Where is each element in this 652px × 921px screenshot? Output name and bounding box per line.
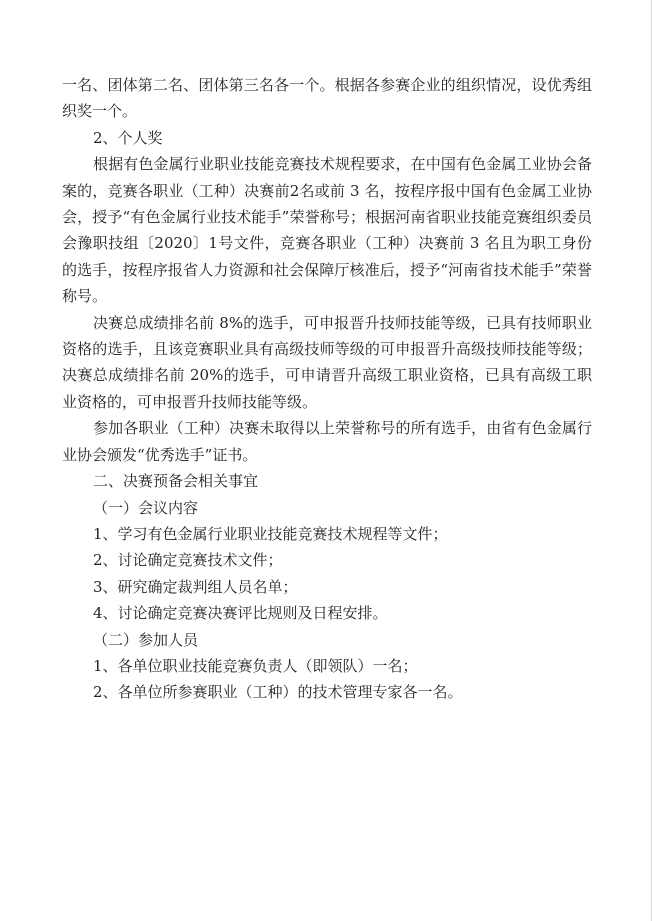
heading-preparatory-meeting: 二、决赛预备会相关事宜 xyxy=(93,472,259,491)
document-body xyxy=(62,72,592,706)
paragraph-skill-promotion: 决赛总成绩排名前 8%的选手，可申报晋升技师技能等级，已具有技师职业资格的选手，且该竞赛职业具有高级技师等级的可申报晋升高级技师技能等级；决赛总成绩排名前 20%的选手，可申请晋升高级工职业资格，已具有高级工职业资格的，可申报晋升技师技能等级。 xyxy=(62,313,592,411)
list-item-content-2: 2、讨论确定竞赛技术文件； xyxy=(93,551,283,570)
list-item-content-3: 3、研究确定裁判组人员名单； xyxy=(93,577,298,596)
paragraph-excellent-contestant: 参加各职业（工种）决赛未取得以上荣誉称号的所有选手，由省有色金属行业协会颁发“优秀选手”证书。 xyxy=(62,419,592,464)
heading-participants: （二）参加人员 xyxy=(93,630,199,649)
paragraph-honor-titles: 根据有色金属行业职业技能竞赛技术规程要求，在中国有色金属工业协会备案的，竞赛各职业（工种）决赛前2名或前 3 名，按程序报中国有色金属工业协会，授予“有色金属行业技术能手”荣誉称号；根据河南省职业技能竞赛组织委员会豫职技组〔2020〕1号文件，竞赛各职业（工种）决赛前 3 名且为职工身份的选手，按程序报省人力资源和社会保障厅核准后，授予“河南省技术能手”荣誉称号。 xyxy=(62,155,592,306)
list-item-content-1: 1、学习有色金属行业职业技能竞赛技术规程等文件； xyxy=(93,524,448,543)
list-item-participant-2: 2、各单位所参赛职业（工种）的技术管理专家各一名。 xyxy=(93,683,463,702)
list-item-content-4: 4、讨论确定竞赛决赛评比规则及日程安排。 xyxy=(93,604,388,623)
list-item-participant-1: 1、各单位职业技能竞赛负责人（即领队）一名； xyxy=(93,656,418,675)
heading-individual-award: 2、个人奖 xyxy=(93,128,163,147)
heading-meeting-content: （一）会议内容 xyxy=(93,498,199,517)
paragraph-team-award-continued: 一名、团体第二名、团体第三名各一个。根据各参赛企业的组织情况，设优秀组织奖一个。 xyxy=(62,76,592,121)
